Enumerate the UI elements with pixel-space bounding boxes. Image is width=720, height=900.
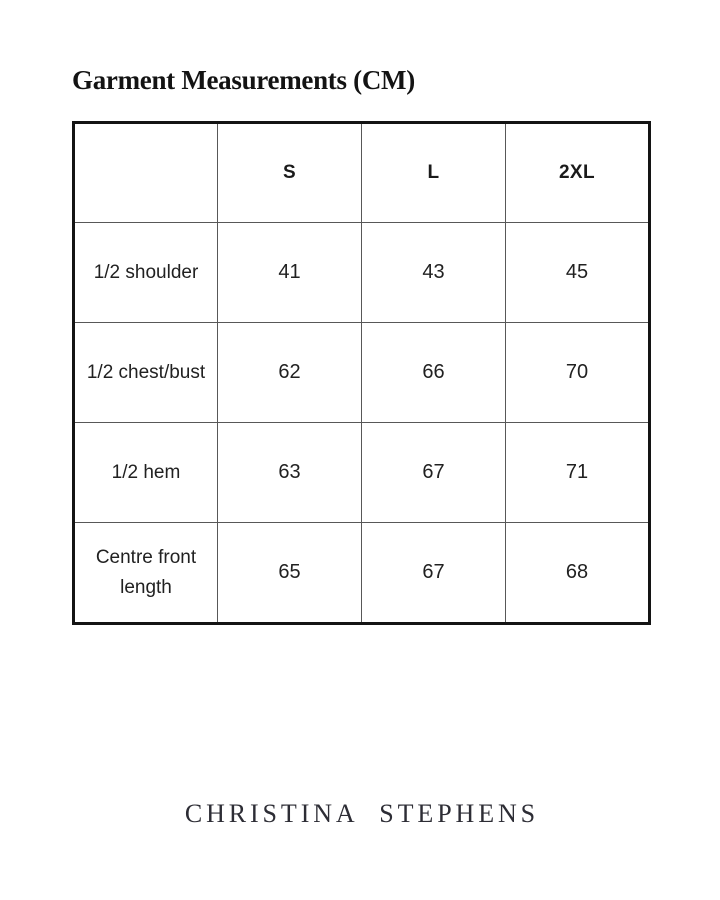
measurement-cell: 67 (362, 523, 506, 624)
column-header-s: S (218, 123, 362, 223)
measurement-cell: 45 (506, 223, 650, 323)
table-row (74, 523, 650, 624)
column-header-2xl: 2XL (506, 123, 650, 223)
measurement-cell: 68 (506, 523, 650, 624)
row-label-half-hem: 1/2 hem (74, 423, 218, 523)
table-row (74, 423, 650, 523)
measurement-cell: 63 (218, 423, 362, 523)
brand-wordmark: CHRISTINA STEPHENS (184, 799, 540, 828)
table-header-row (74, 123, 650, 223)
measurement-cell: 71 (506, 423, 650, 523)
table-row (74, 223, 650, 323)
table-row (74, 323, 650, 423)
garment-measurements-table (72, 121, 651, 625)
page-title: Garment Measurements (CM) (72, 65, 415, 95)
column-header-l: L (362, 123, 506, 223)
row-label-half-shoulder: 1/2 shoulder (74, 223, 218, 323)
row-label-half-chest-bust: 1/2 chest/bust (74, 323, 218, 423)
measurement-cell: 66 (362, 323, 506, 423)
measurement-cell: 65 (218, 523, 362, 624)
measurement-cell: 43 (362, 223, 506, 323)
measurement-cell: 67 (362, 423, 506, 523)
measurement-cell: 62 (218, 323, 362, 423)
row-label-centre-front-length: Centre front length (74, 523, 218, 624)
measurement-cell: 70 (506, 323, 650, 423)
corner-cell (74, 123, 218, 223)
measurement-cell: 41 (218, 223, 362, 323)
